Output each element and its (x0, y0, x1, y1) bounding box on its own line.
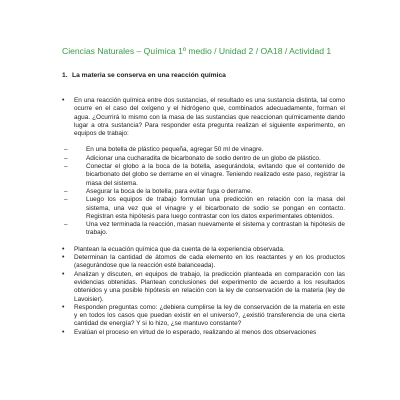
activity-bullet: • Determinan la cantidad de átomos de cada elemento en los reactantes y en los productos (asegurándose que la reacción esté balanceada). (62, 254, 345, 271)
experiment-step: – Una vez terminada la reacción, masan nuevamente el sistema y contrastan la hipótesis de trabajo. (62, 221, 345, 238)
activity-bullet: • Evalúan el proceso en virtud de lo esperado, realizando al menos dos observaciones (62, 329, 345, 345)
activity-bullet: • Plantean la ecuación química que da cuenta de la experiencia observada. (62, 246, 345, 254)
experiment-step: – Luego los equipos de trabajo formulan una predicción en relación con la masa del sistema, una vez que el vinagre y el bicarbonato de sodio se pongan en contacto. Registran esta hipótesis para luego contrastar con los datos experimentales obtenidos. (62, 196, 345, 221)
intro-paragraph: • En una reacción química entre dos sustancias, el resultado es una sustancia distinta, tal como ocurre en el caso del oxígeno y el hidrógeno que, combinados adecuadamente, forman el agua. ¿Ocurrirá lo mismo con la masa de las sustancias que reaccionan químicamente dando lugar a otra sustancia? Para responder esta pregunta realizan el siguiente experimento, en equipos de trabajo: (62, 97, 345, 138)
section-title: La materia se conserva en una reacción química (72, 72, 226, 79)
experiment-step: – Adicionar una cucharadita de bicarbonato de sodio dentro de un globo de plástico. (62, 155, 345, 163)
activity-bullet: • Responden preguntas como: ¿debiera cumplirse la ley de conservación de la materia en este y en todos los casos que puedan existir en el universo?, ¿existió transferencia de una cierta cantidad de energía? Y si lo hizo, ¿se mantuvo constante? (62, 304, 345, 329)
section-number: 1. (62, 72, 68, 79)
section-heading (62, 72, 226, 79)
experiment-step: – Asegurar la boca de la botella, para evitar fuga o derrame. (62, 188, 345, 196)
page-header: Ciencias Naturales – Química 1º medio / Unidad 2 / OA18 / Actividad 1 (62, 46, 332, 56)
experiment-step: – Conectar el globo a la boca de la botella, asegurándola, evitando que el contenido de bicarbonato del globo se derrame en el vinagre. Teniendo realizado este paso, registrar la masa del sistema. (62, 163, 345, 188)
activity-bullet: • Analizan y discuten, en equipos de trabajo, la predicción planteada en comparación con las evidencias obtenidas. Plantean conclusiones del experimento de acuerdo a los resultados obtenidos y una posible hipótesis en relación con la ley de conservación de la materia (ley de Lavoisier). (62, 271, 345, 304)
activity-list (62, 97, 345, 345)
experiment-steps (62, 146, 345, 237)
experiment-step: – En una botella de plástico pequeña, agregar 50 ml de vinagre. (62, 146, 345, 154)
steps-container (62, 146, 345, 237)
